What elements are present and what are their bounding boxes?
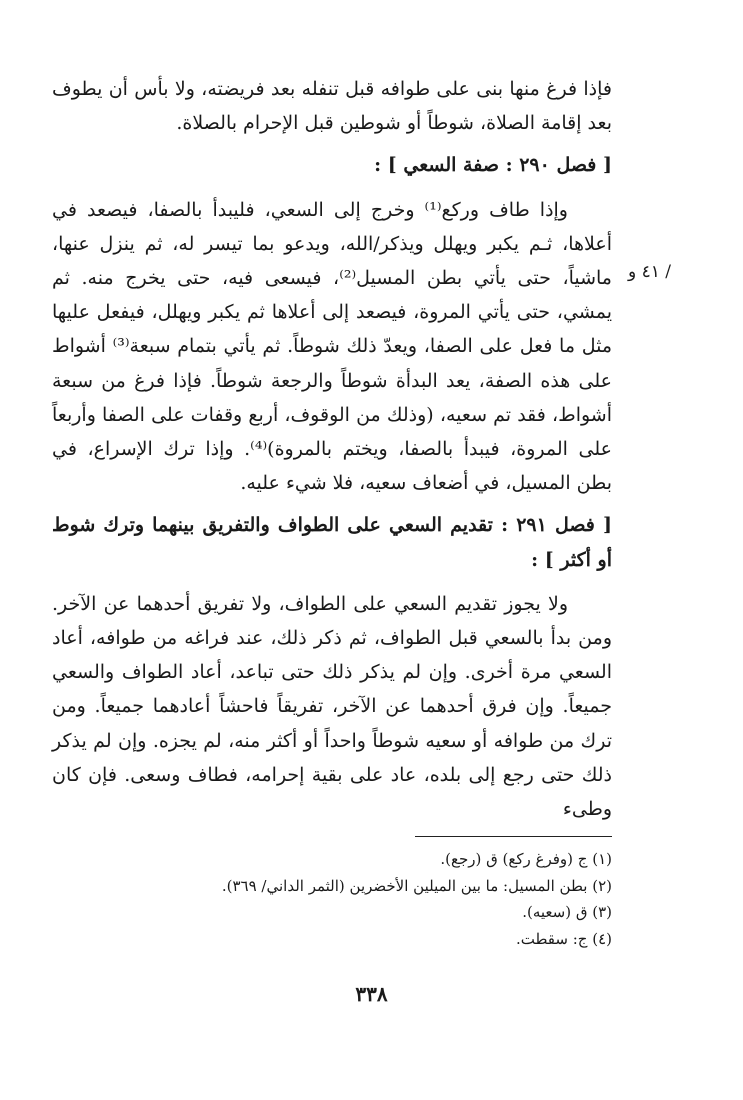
main-text: [52, 72, 612, 826]
section-291-heading: [ فصل ٢٩١ : تقديم السعي على الطواف والتفريق بينهما وترك شوط أو أكثر ] :: [52, 514, 612, 571]
section-290-heading: [ فصل ٢٩٠ : صفة السعي ] :: [374, 154, 612, 177]
section-290-body: وإذا طاف وركع⁽¹⁾ وخرج إلى السعي، فليبدأ بالصفا، فيصعد في أعلاها، ثـم يكبر ويهلل ويذكر/الله، ويدعو بما تيسر له، ثم ينزل عنها، ماشياً، حتى يأتي بطن المسيل⁽²⁾، فيسعى فيه، حتى يخرج منه. ثم يمشي، حتى يأتي المروة، فيصعد إلى أعلاها ثم يكبر ويهلل، فيفعل عليها مثل ما فعل على الصفا، ويعدّ ذلك شوطاً. ثم يأتي بتمام سبعة⁽³⁾ أشواط على هذه الصفة، يعد البدأة شوطاً والرجعة شوطاً. فإذا فرغ من سبعة أشواط، فقد تم سعيه، (وذلك من الوقوف، أربع وقفات على الصفا وأربعاً على المروة، فيبدأ بالصفا، ويختم بالمروة)⁽⁴⁾. وإذا ترك الإسراع، في بطن المسيل، في أضعاف سعيه، فلا شيء عليه.: [52, 198, 613, 495]
intro-paragraph: فإذا فرغ منها بنى على طوافه قبل تنفله بعد فريضته، ولا بأس أن يطوف بعد إقامة الصلاة، شوطاً أو شوطين قبل الإحرام بالصلاة.: [52, 78, 612, 135]
footnote-1: (١) ج (وفرغ ركع) ق (رجع).: [440, 850, 612, 868]
section-291-body: ولا يجوز تقديم السعي على الطواف، ولا تفريق أحدهما عن الآخر. ومن بدأ بالسعي قبل الطواف، ثم ذكر ذلك، عند فراغه من طوافه، أعاد السعي مرة أخرى. وإن لم يذكر ذلك حتى تباعد، أعاد الطواف والسعي جميعاً. وإن فرق أحدهما عن الآخر، تفريقاً فاحشاً أعادهما جميعاً. ومن ترك من طوافه أو سعيه شوطاً واحداً أو أكثر منه، لم يجزه. وإن لم يذكر ذلك حتى رجع إلى بلده، عاد على بقية إحرامه، فطاف وسعى. فإن كان وطىء: [52, 592, 612, 821]
marginal-folio-note: / ٤١ و: [628, 262, 672, 282]
footnotes: [52, 846, 612, 952]
footnote-2: (٢) بطن المسيل: ما بين الميلين الأخضرين (الثمر الداني/ ٣٦٩).: [221, 876, 612, 895]
page-number: ٣٣٨: [355, 982, 388, 1006]
footnote-4: (٤) ج: سقطت.: [515, 929, 612, 948]
footnote-divider: [415, 836, 612, 837]
footnote-3: (٣) ق (سعيه).: [522, 903, 612, 921]
